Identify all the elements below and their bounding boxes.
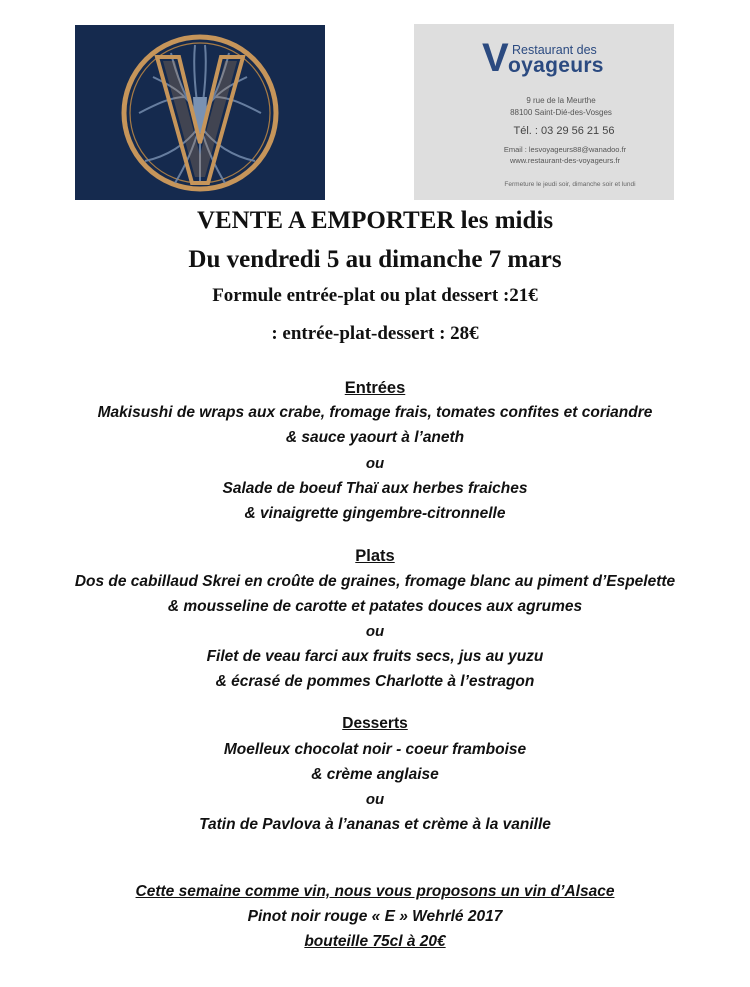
address-line-2: 88100 Saint-Dié-des-Vosges [510,108,612,117]
desserts-heading: Desserts [342,715,408,732]
entree-or-separator: ou [365,455,385,472]
plats-heading: Plats [355,547,395,565]
entree-option-1-line-2: & sauce yaourt à l’aneth [285,429,465,446]
dessert-or-separator: ou [365,791,385,808]
wine-name: Pinot noir rouge « E » Wehrlé 2017 [247,908,503,925]
brand-v-letter: V [482,36,509,80]
entree-option-2-line-2: & vinaigrette gingembre-citronnelle [244,505,506,522]
date-range: Du vendredi 5 au dimanche 7 mars [188,246,562,273]
closing-hours: Fermeture le jeudi soir, dimanche soir et lundi [504,181,636,188]
plat-option-1-line-1: Dos de cabillaud Skrei en croûte de graines, fromage blanc au piment d’Espelette [74,573,676,590]
restaurant-business-card [414,24,674,200]
entree-option-2-line-1: Salade de boeuf Thaï aux herbes fraiches [222,480,528,497]
phone-number: Tél. : 03 29 56 21 56 [513,125,615,137]
brand-bottom-text: oyageurs [508,54,604,77]
entrees-heading: Entrées [344,379,406,397]
wine-price: bouteille 75cl à 20€ [304,933,446,950]
entree-option-1-line-1: Makisushi de wraps aux crabe, fromage frais, tomates confites et coriandre [97,404,653,421]
email-address: Email : lesvoyageurs88@wanadoo.fr [503,145,627,154]
plat-option-2-line-1: Filet de veau farci aux fruits secs, jus au yuzu [206,648,544,665]
plat-option-1-line-2: & mousseline de carotte et patates douces aux agrumes [167,598,583,615]
restaurant-brand-logo [482,38,672,82]
plat-option-2-line-2: & écrasé de pommes Charlotte à l’estragon [215,673,535,690]
plat-or-separator: ou [365,623,385,640]
restaurant-logo-emblem [75,25,325,200]
address-line-1: 9 rue de la Meurthe [526,96,596,105]
brand-top-text: Restaurant des [512,43,597,57]
dessert-option-1-line-2: & crème anglaise [311,766,439,783]
dessert-option-2-line-1: Tatin de Pavlova à l’ananas et crème à la vanille [199,816,551,833]
wine-intro: Cette semaine comme vin, nous vous proposons un vin d’Alsace [135,883,615,900]
page-title: VENTE A EMPORTER les midis [196,207,554,234]
dessert-option-1-line-1: Moelleux chocolat noir - coeur framboise [223,741,527,758]
website-url: www.restaurant-des-voyageurs.fr [509,156,621,165]
formula-price-1: Formule entrée-plat ou plat dessert :21€ [212,285,538,306]
tree-v-emblem-icon [75,25,325,200]
formula-price-2: : entrée-plat-dessert : 28€ [271,323,479,344]
